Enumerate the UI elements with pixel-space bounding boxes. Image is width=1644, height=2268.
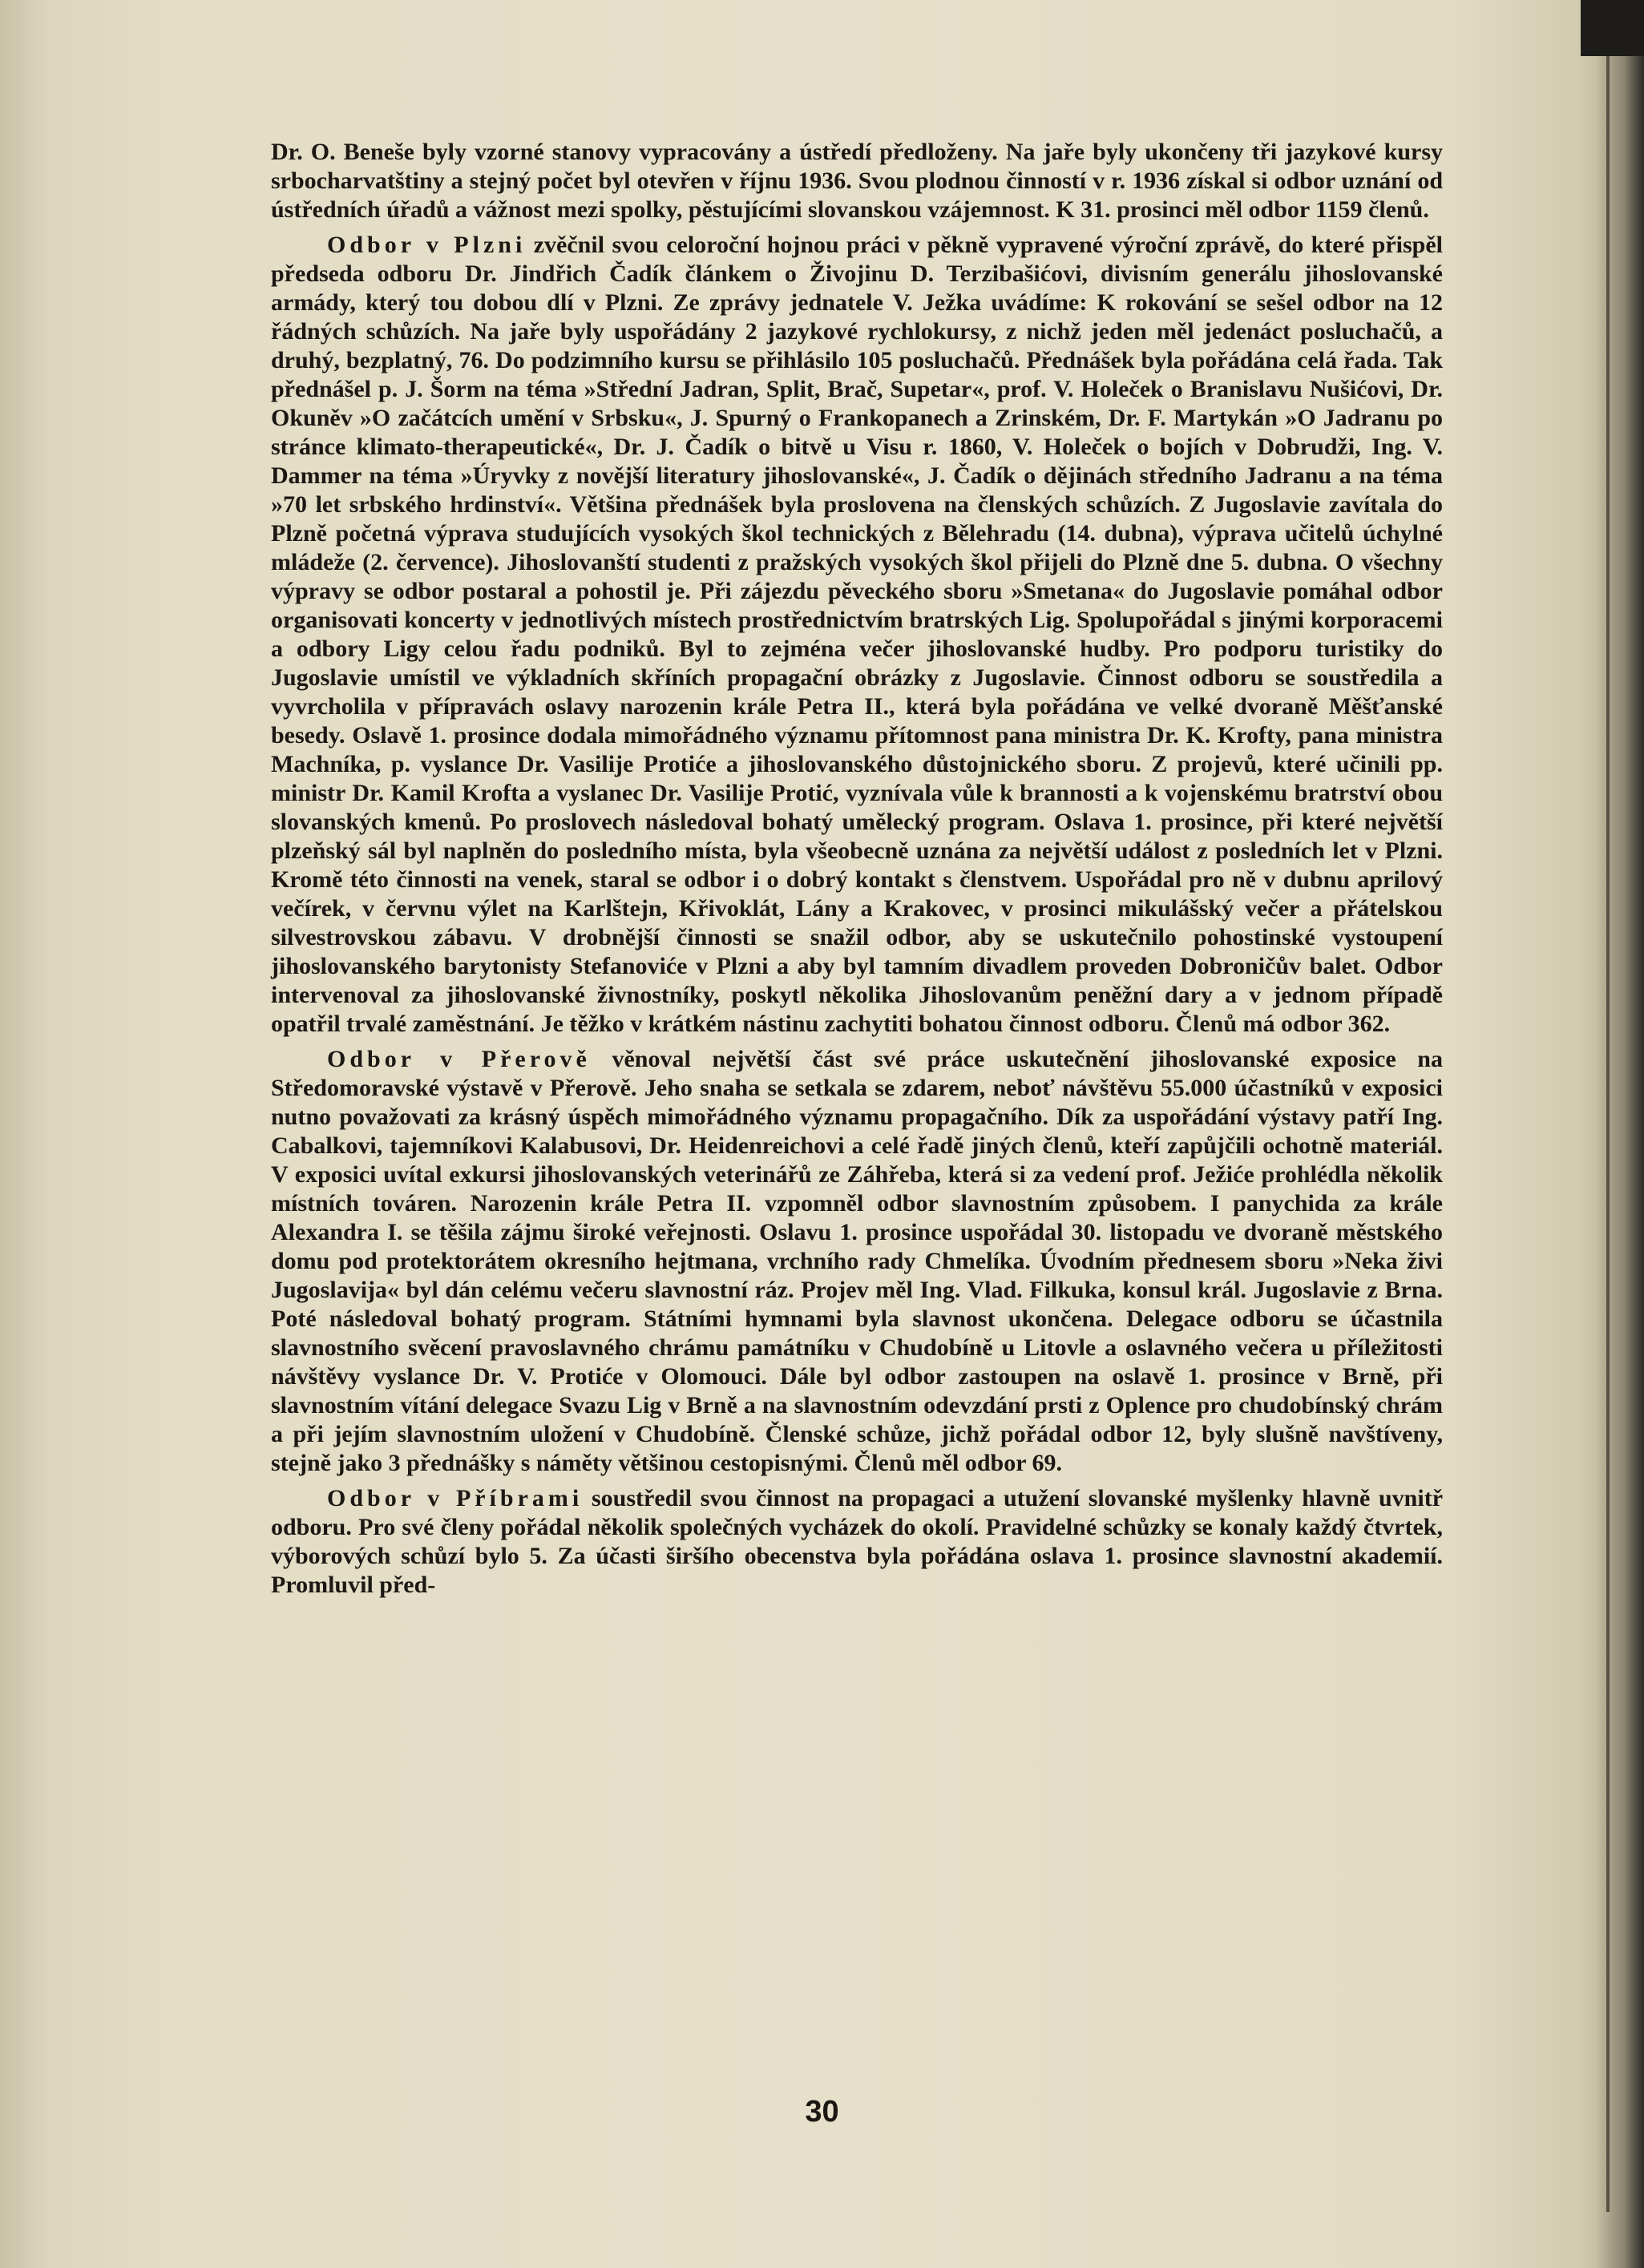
paragraph-text: Dr. O. Beneše byly vzorné stanovy vypracovány a ústředí předloženy. Na jaře byly ukončeny tři jazykové kursy srbocharvatštiny a stejný počet byl otevřen v říjnu 1936. Svou plodnou činností v r. 1936 získal si odbor uznání od ústředních úřadů a vážnost mezi spolky, pěstujícími slovanskou vzájemnost. K 31. prosinci měl odbor 1159 členů.: [271, 139, 1443, 223]
paragraph-odbor-prerov: [271, 1045, 1443, 1478]
paragraph-odbor-plzen: [271, 231, 1443, 1039]
page-edge-shadow: [1596, 0, 1644, 2268]
corner-scan-mark: [1581, 0, 1644, 56]
paragraph-benes-intro: [271, 138, 1443, 224]
paragraph-lead: Odbor v Příbrami: [327, 1485, 584, 1511]
paragraph-text: věnoval největší část své práce uskutečnění jihoslovanské exposice na Středomoravské výstavě v Přerově. Jeho snaha se setkala se zdarem, neboť návštěvu 55.000 účastníků v exposici nutno považovati za krásný úspěch mimořádného významu propagačního. Dík za uspořádání výstavy patří Ing. Cabalkovi, tajemníkovi Kalabusovi, Dr. Heidenreichovi a celé řadě jiných členů, kteří zapůjčili ochotně materiál. V exposici uvítal exkursi jihoslovanských veterinářů ze Záhřeba, která si za vedení prof. Ježiće prohlédla několik místních továren. Narozenin krále Petra II. vzpomněl odbor slavnostním způsobem. I panychida za krále Alexandra I. se těšila zájmu široké veřejnosti. Oslavu 1. prosince uspořádal 30. listopadu ve dvoraně městského domu pod protektorátem okresního hejtmana, vrchního rady Chmelíka. Úvodním přednesem sboru »Neka živi Jugoslavija« byl dán celému večeru slavnostní ráz. Projev měl Ing. Vlad. Filkuka, konsul král. Jugoslavie z Brna. Poté následoval bohatý program. Státními hymnami byla slavnost ukončena. Delegace odboru se účastnila slavnostního svěcení pravoslavného chrámu památníku v Chudobíně u Litovle a oslavného večera u příležitosti návštěvy vyslance Dr. V. Protiće v Olomouci. Dále byl odbor zastoupen na oslavě 1. prosince v Brně, při slavnostním vítání delegace Svazu Lig v Brně a na slavnostním odevzdání prsti z Oplence pro chudobínský chrám a při jejím slavnostním uložení v Chudobíně. Členské schůze, jichž pořádal odbor 12, byly slušně navštíveny, stejně jako 3 přednášky s náměty většinou cestopisnými. Členů měl odbor 69.: [271, 1046, 1443, 1476]
body-text: [271, 138, 1443, 1606]
paragraph-lead: Odbor v Plzni: [327, 232, 527, 258]
paragraph-text: soustředil svou činnost na propagaci a utužení slovanské myšlenky hlavně uvnitř odboru. Pro své členy pořádal několik společných vycházek do okolí. Pravidelné schůzky se konaly každý čtvrtek, výborových schůzí bylo 5. Za účasti širšího obecenstva byla pořádána oslava 1. prosince slavnostní akademií. Promluvil před-: [271, 1485, 1444, 1598]
paragraph-text: zvěčnil svou celoroční hojnou práci v pěkně vypravené výroční zprávě, do které přispěl předseda odboru Dr. Jindřich Čadík článkem o Živojinu D. Terzibašićovi, divisním generálu jihoslovanské armády, který tou dobou dlí v Plzni. Ze zprávy jednatele V. Ježka uvádíme: K rokování se sešel odbor na 12 řádných schůzích. Na jaře byly uspořádány 2 jazykové rychlokursy, z nichž jeden měl jedenáct posluchačů, a druhý, bezplatný, 76. Do podzimního kursu se přihlásilo 105 posluchačů. Přednášek byla pořádána celá řada. Tak přednášel p. J. Šorm na téma »Střední Jadran, Split, Brač, Supetar«, prof. V. Holeček o Branislavu Nušićovi, Dr. Okuněv »O začátcích umění v Srbsku«, J. Spurný o Frankopanech a Zrinském, Dr. F. Martykán »O Jadranu po stránce klimato-therapeutické«, Dr. J. Čadík o bitvě u Visu r. 1860, V. Holeček o bojích v Dobrudži, Ing. V. Dammer na téma »Úryvky z novější literatury jihoslovanské«, J. Čadík o dějinách středního Jadranu a na téma »70 let srbského hrdinství«. Většina přednášek byla proslovena na členských schůzích. Z Jugoslavie zavítala do Plzně početná výprava studujících vysokých škol technických z Bělehradu (14. dubna), výprava učitelů úchylné mládeže (2. července). Jihoslovanští studenti z pražských vysokých škol přijeli do Plzně dne 5. dubna. O všechny výpravy se odbor postaral a pohostil je. Při zájezdu pěveckého sboru »Smetana« do Jugoslavie pomáhal odbor organisovati koncerty v jednotlivých místech prostřednictvím bratrských Lig. Spolupořádal s jinými korporacemi a odbory Ligy celou řadu podniků. Byl to zejména večer jihoslovanské hudby. Pro podporu turistiky do Jugoslavie umístil ve výkladních skříních propagační obrázky z Jugoslavie. Činnost odboru se soustředila a vyvrcholila v přípravách oslavy narozenin krále Petra II., která byla pořádána ve velké dvoraně Měšťanské besedy. Oslavě 1. prosince dodala mimořádného významu přítomnost pana ministra Dr. K. Krofty, pana ministra Machníka, p. vyslance Dr. Vasilije Protiće a jihoslovanského důstojnického sboru. Z projevů, které učinili pp. ministr Dr. Kamil Krofta a vyslanec Dr. Vasilije Protić, vyznívala vůle k brannosti a k vojenskému bratrství obou slovanských kmenů. Po proslovech následoval bohatý umělecký program. Oslava 1. prosince, při které největší plzeňský sál byl naplněn do posledního místa, byla všeobecně uznána za největší událost z posledních let v Plzni. Kromě této činnosti na venek, staral se odbor i o dobrý kontakt s členstvem. Uspořádal pro ně v dubnu aprilový večírek, v červnu výlet na Karlštejn, Křivoklát, Lány a Krakovec, v prosinci mikulášský večer a přátelskou silvestrovskou zábavu. V drobnější činnosti se snažil odbor, aby se uskutečnilo pohostinské vystoupení jihoslovanského barytonisty Stefanoviće v Plzni a aby byl tamním divadlem proveden Dobroničův balet. Odbor intervenoval za jihoslovanské živnostníky, poskytl několika Jihoslovanům peněžní dary a v jednom případě opatřil trvalé zaměstnání. Je těžko v krátkém nástinu zachytiti bohatou činnost odboru. Členů má odbor 362.: [271, 232, 1443, 1037]
paragraph-lead: Odbor v Přerově: [327, 1046, 591, 1072]
binding-edge-line: [1606, 48, 1610, 2212]
page-number: 30: [805, 2095, 839, 2129]
paragraph-odbor-pribram: [271, 1484, 1443, 1600]
